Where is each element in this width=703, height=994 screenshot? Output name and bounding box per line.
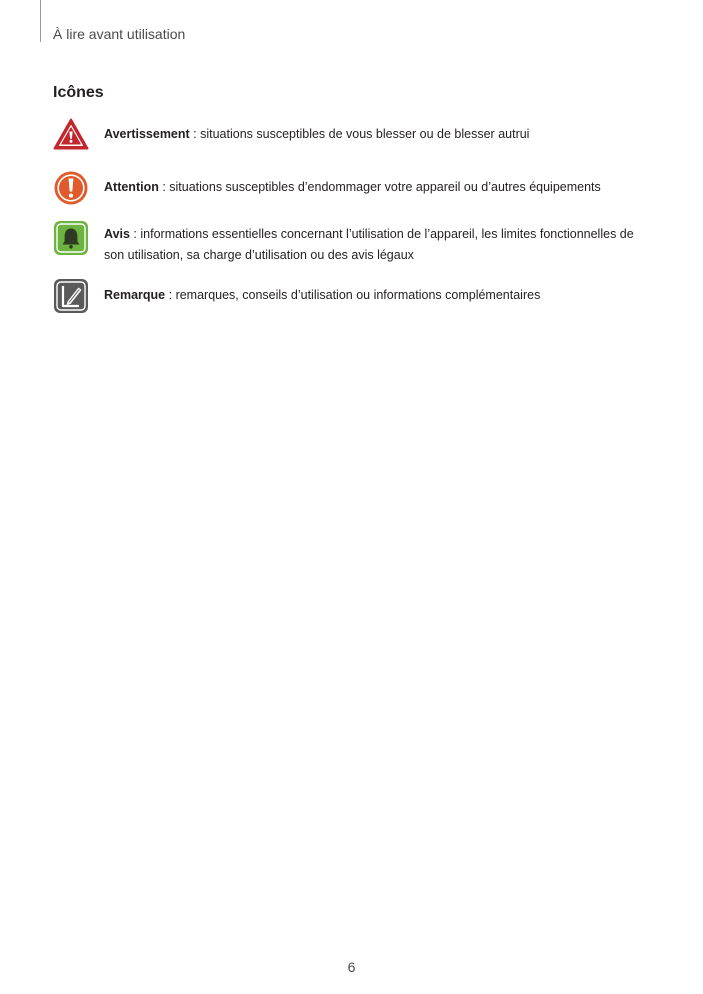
term-separator: : [189,127,201,141]
list-item-note [53,278,653,314]
list-item-warning [53,117,653,153]
term-separator: : [165,288,176,302]
icon-term: Attention [104,180,159,194]
section-title: Icônes [53,84,104,101]
caution-exclamation-icon [53,170,89,206]
list-item-notice [53,220,653,266]
icon-term: Avertissement [104,127,190,141]
icon-term: Avis [104,227,130,241]
header-rule [40,0,41,42]
icon-description-text: informations essentielles concernant l’utilisation de l’appareil, les limites fonctionnelles de son utilisation, sa charge d’utilisation ou des avis légaux [104,227,634,262]
term-separator: : [129,227,141,241]
icon-legend-list [53,117,653,334]
icon-term: Remarque [104,288,166,302]
icon-description [104,278,653,306]
warning-triangle-icon [53,117,89,153]
notice-bell-icon [53,220,89,256]
icon-description [104,117,653,145]
note-pencil-icon [53,278,89,314]
icon-description-text: situations susceptibles d’endommager votre appareil ou d’autres équipements [169,180,601,194]
page-number: 6 [347,959,356,975]
icon-description [104,170,653,198]
running-header: À lire avant utilisation [53,26,186,42]
list-item-caution [53,170,653,206]
icon-description-text: remarques, conseils d’utilisation ou informations complémentaires [175,288,541,302]
icon-description [104,220,653,266]
icon-description-text: situations susceptibles de vous blesser ou de blesser autrui [200,127,530,141]
term-separator: : [158,180,170,194]
